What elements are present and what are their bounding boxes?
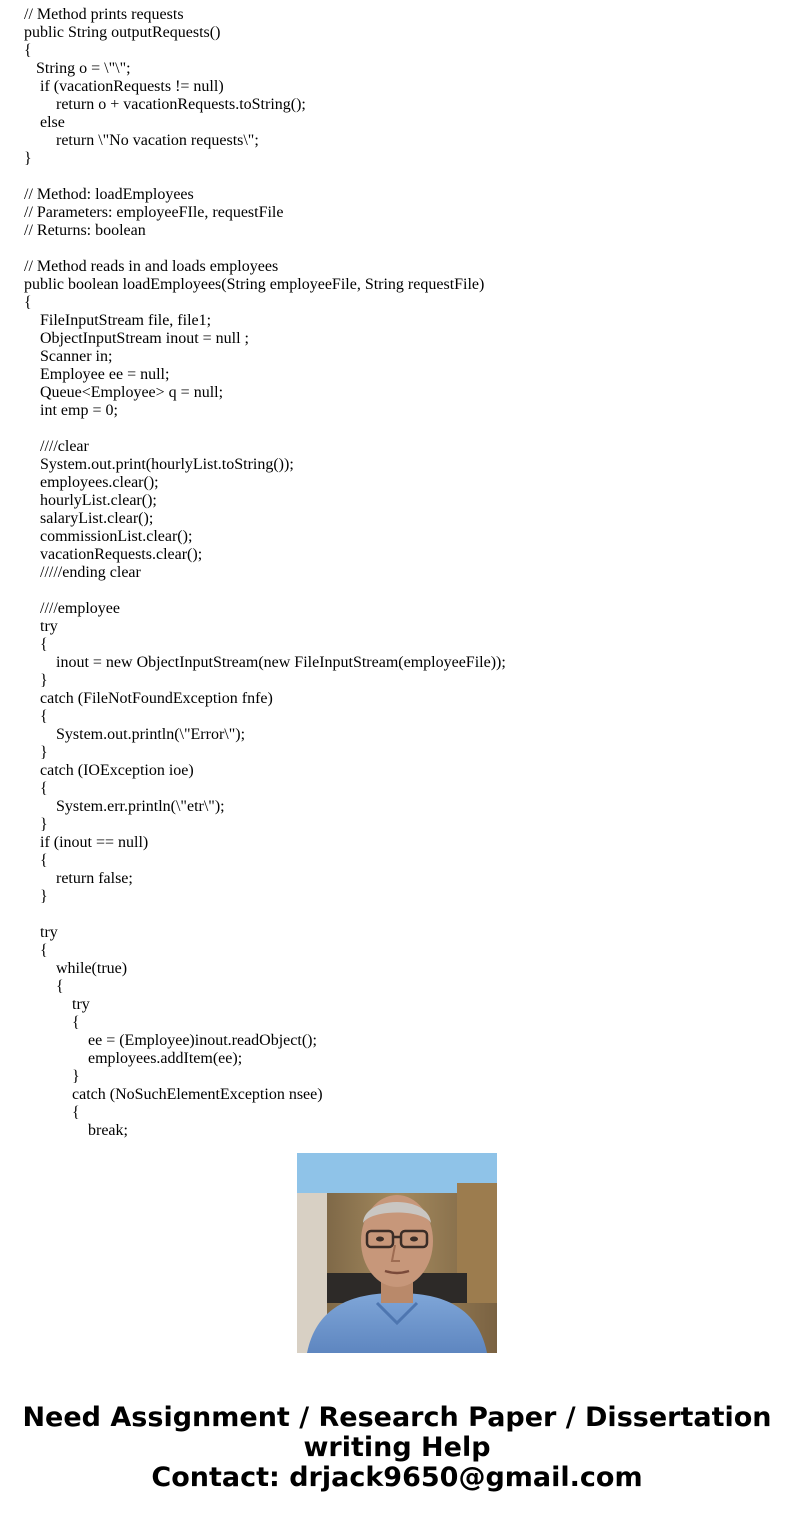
code-line: while(true) <box>56 960 128 977</box>
code-line: try <box>72 996 90 1013</box>
code-line: { <box>40 780 48 797</box>
cta-line-2: writing Help <box>303 1432 491 1463</box>
code-line: try <box>40 924 58 941</box>
code-line: { <box>72 1014 80 1031</box>
code-line: { <box>40 708 48 725</box>
code-line: break; <box>88 1122 128 1139</box>
code-line: { <box>72 1104 80 1121</box>
code-line <box>24 168 764 186</box>
code-line <box>24 240 764 258</box>
code-line: } <box>40 672 48 689</box>
code-line: public boolean loadEmployees(String employeeFile, String requestFile) <box>24 276 485 293</box>
code-line: } <box>40 888 48 905</box>
code-line: System.err.println(\"etr\"); <box>56 798 225 815</box>
code-line: Scanner in; <box>40 348 113 365</box>
code-line: ////employee <box>40 600 120 617</box>
code-line: String o = \"\"; <box>36 60 131 77</box>
code-line: } <box>24 150 32 167</box>
code-line: public String outputRequests() <box>24 24 221 41</box>
code-line: salaryList.clear(); <box>40 510 154 527</box>
code-line: { <box>40 942 48 959</box>
code-line: Queue<Employee> q = null; <box>40 384 224 401</box>
code-line: FileInputStream file, file1; <box>40 312 212 329</box>
code-line: return false; <box>56 870 133 887</box>
code-line: } <box>40 816 48 833</box>
code-line: ObjectInputStream inout = null ; <box>40 330 249 347</box>
code-line: System.out.println(\"Error\"); <box>56 726 246 743</box>
code-line: ee = (Employee)inout.readObject(); <box>88 1032 317 1049</box>
code-line: { <box>24 42 32 59</box>
code-line <box>24 420 764 438</box>
code-line: ////clear <box>40 438 89 455</box>
cta-line-1: Need Assignment / Research Paper / Dissertation <box>22 1402 772 1433</box>
code-line: return \"No vacation requests\"; <box>56 132 259 149</box>
code-listing <box>24 6 764 1139</box>
code-line: // Method: loadEmployees <box>24 186 194 203</box>
author-photo <box>297 1153 497 1353</box>
code-line <box>24 582 764 600</box>
code-line: // Method prints requests <box>24 6 184 23</box>
code-line: { <box>24 294 32 311</box>
code-line: /////ending clear <box>40 564 141 581</box>
code-line: return o + vacationRequests.toString(); <box>56 96 306 113</box>
code-line: { <box>40 636 48 653</box>
code-line: inout = new ObjectInputStream(new FileInputStream(employeeFile)); <box>56 654 506 671</box>
author-avatar <box>297 1153 497 1353</box>
code-line: employees.clear(); <box>40 474 159 491</box>
code-line: // Method reads in and loads employees <box>24 258 279 275</box>
code-line: if (inout == null) <box>40 834 149 851</box>
code-line: { <box>40 852 48 869</box>
code-line: commissionList.clear(); <box>40 528 193 545</box>
code-line: } <box>40 744 48 761</box>
code-line: catch (IOException ioe) <box>40 762 194 779</box>
code-line: catch (NoSuchElementException nsee) <box>72 1086 323 1103</box>
code-line: try <box>40 618 58 635</box>
code-line: catch (FileNotFoundException fnfe) <box>40 690 273 707</box>
code-line: { <box>56 978 64 995</box>
code-line: hourlyList.clear(); <box>40 492 157 509</box>
cta-line-3: Contact: drjack9650@gmail.com <box>151 1462 643 1493</box>
code-line: // Returns: boolean <box>24 222 146 239</box>
code-line: if (vacationRequests != null) <box>40 78 224 95</box>
code-line: } <box>72 1068 80 1085</box>
code-line: else <box>40 114 65 131</box>
code-line: System.out.print(hourlyList.toString()); <box>40 456 294 473</box>
contact-banner <box>0 1403 794 1493</box>
code-line: // Parameters: employeeFIle, requestFile <box>24 204 284 221</box>
code-line: Employee ee = null; <box>40 366 170 383</box>
code-line: int emp = 0; <box>40 402 118 419</box>
code-line <box>24 906 764 924</box>
code-line: employees.addItem(ee); <box>88 1050 243 1067</box>
code-line: vacationRequests.clear(); <box>40 546 203 563</box>
